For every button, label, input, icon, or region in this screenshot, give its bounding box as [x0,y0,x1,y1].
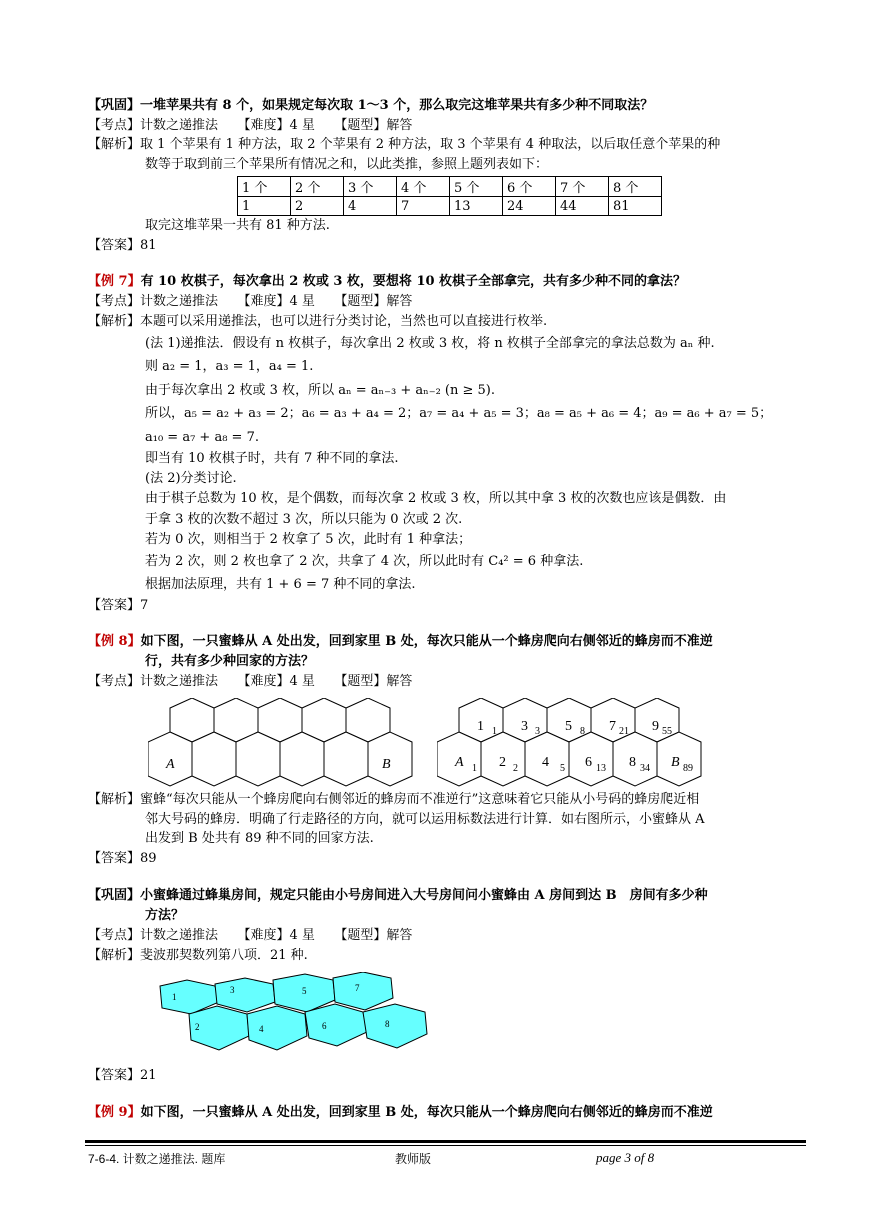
consolidate1-analysis-line3: 取完这堆苹果一共有 81 种方法. [145,218,330,233]
table-cell: 7 [397,197,450,216]
consolidate1-analysis-line2: 数等于取到前三个苹果所有情况之和，以此类推，参照上题列表如下： [145,157,549,172]
example8-question [88,632,713,651]
example8-analysis-line1: 【解析】蜜蜂“每次只能从一个蜂房爬向右侧邻近的蜂房而不准逆行”这意味着它只能从小号码的蜂房爬近相 [88,792,700,807]
example9-question [88,1103,713,1122]
hex-cell [215,978,275,1012]
example7-analysis-line8: (法 2)分类讨论. [145,471,237,486]
hex-cell [333,972,393,1010]
example7-answer: 【答案】7 [88,598,149,613]
cell-number: 1 [172,992,177,1002]
table-cell: 8 个 [609,177,662,197]
consolidate1-tag: 【巩固】 [88,98,141,113]
table-cell: 81 [609,197,662,216]
cell-label: A [455,755,464,770]
consolidate2-analysis: 【解析】斐波那契数列第八项．21 种. [88,948,308,963]
consolidate2-question-line2: 方法？ [145,908,185,923]
consolidate2-question-line1: 小蜜蜂通过蜂巢房间，规定只能由小号房间进入大号房间问小蜜蜂由 A 房间到达 B 房间有多少种 [140,888,708,903]
example8-analysis-line2: 邻大号码的蜂房．明确了行走路径的方向，就可以运用标数法进行计算．如右图所示，小蜜蜂从 A [145,812,705,827]
consolidate1-meta: 【考点】计数之递推法 【难度】4 星 【题型】解答 [88,118,413,133]
cell-label: 3 [521,719,528,734]
hex-cell [363,1004,427,1048]
cell-label: 2 [499,755,506,770]
table-cell: 24 [503,197,556,216]
footer-rule-thick [85,1140,806,1143]
cell-count: 55 [662,726,672,737]
example7-tag: 【例 7】 [88,274,141,289]
table-cell: 44 [556,197,609,216]
hex-cell [247,1006,307,1050]
consolidate2-tag: 【巩固】 [88,888,141,903]
cell-number: 6 [322,1021,327,1031]
table-cell: 5 个 [450,177,503,197]
cell-number: 2 [195,1022,200,1032]
consolidate2-answer: 【答案】21 [88,1068,157,1083]
example8-tag: 【例 8】 [88,634,141,649]
cell-label: 8 [629,755,636,770]
cell-number: 4 [259,1024,264,1034]
example8-answer: 【答案】89 [88,851,157,866]
example7-analysis-line2: (法 1)递推法．假设有 n 枚棋子，每次拿出 2 枚或 3 枚，将 n 枚棋子全部拿完的拿法总数为 aₙ 种. [145,336,715,351]
cell-label: 5 [565,719,572,734]
cell-count: 21 [619,726,629,737]
hex-cell [324,732,368,786]
example7-analysis-line12: 若为 2 次，则 2 枚也拿了 2 次，共拿了 4 次，所以此时有 C₄² = 6 种拿法. [145,554,584,569]
consolidate1-analysis-line1: 【解析】取 1 个苹果有 1 种方法，取 2 个苹果有 2 种方法，取 3 个苹果有 4 种取法，以后取任意个苹果的种 [88,137,721,152]
table-cell: 13 [450,197,503,216]
example8-analysis-line3: 出发到 B 处共有 89 种不同的回家方法. [145,831,374,846]
footer-page-number: page 3 of 8 [596,1150,655,1165]
consolidate2-meta: 【考点】计数之递推法 【难度】4 星 【题型】解答 [88,928,413,943]
hex-cell [305,1004,367,1046]
cell-label: 6 [585,755,592,770]
cell-label: B [671,755,680,770]
cell-number: 3 [230,985,235,995]
cell-count: 3 [535,726,540,737]
example7-question-text: 有 10 枚棋子，每次拿出 2 枚或 3 枚，要想将 10 枚棋子全部拿完，共有多少种不同的拿法？ [140,274,687,289]
cyan-honeycomb-diagram [157,972,432,1056]
cell-label: 4 [542,755,549,770]
consolidate1-question [88,96,653,115]
footer-center: 教师版 [395,1152,432,1166]
cell-label: 9 [652,719,659,734]
example9-question-text: 如下图，一只蜜蜂从 A 处出发，回到家里 B 处，每次只能从一个蜂房爬向右侧邻近的蜂房而不准逆 [140,1105,713,1120]
consolidate2-question [88,886,708,905]
table-cell: 1 个 [238,177,291,197]
cell-number: 8 [385,1019,390,1029]
table-cell: 3 个 [344,177,397,197]
table-cell: 4 个 [397,177,450,197]
table-cell: 2 [291,197,344,216]
cell-count: 1 [472,763,477,774]
example7-analysis-line6: a₁₀ = a₇ + a₈ = 7. [145,430,259,445]
cell-label: 7 [609,719,616,734]
table-value-row [238,197,662,216]
cell-count: 89 [683,763,693,774]
cell-count: 1 [492,726,497,737]
consolidate1-question-text: 一堆苹果共有 8 个，如果规定每次取 1～3 个，那么取完这堆苹果共有多少种不同取法？ [140,98,654,113]
honeycomb-diagram-right [437,698,707,790]
table-cell: 1 [238,197,291,216]
cell-count: 8 [580,726,585,737]
cell-count: 34 [640,763,650,774]
cell-label: 1 [477,719,484,734]
cell-count: 5 [560,763,565,774]
table-cell: 2 个 [291,177,344,197]
example8-question-line2: 行，共有多少种回家的方法？ [145,654,315,669]
hex-cell [192,732,236,786]
example8-meta: 【考点】计数之递推法 【难度】4 星 【题型】解答 [88,674,413,689]
example7-meta: 【考点】计数之递推法 【难度】4 星 【题型】解答 [88,294,413,309]
label-B: B [382,757,391,772]
hex-cell [280,732,324,786]
consolidate1-answer: 【答案】81 [88,238,157,253]
example7-analysis-line7: 即当有 10 枚棋子时，共有 7 种不同的拿法. [145,451,399,466]
example7-analysis-line9: 由于棋子总数为 10 枚，是个偶数，而每次拿 2 枚或 3 枚，所以其中拿 3 枚的次数也应该是偶数．由 [145,491,727,506]
table-header-row [238,177,662,197]
footer-left: 7-6-4. 计数之递推法. 题库 [88,1152,226,1166]
example7-analysis-line3: 则 a₂ = 1，a₃ = 1，a₄ = 1. [145,359,314,374]
table-cell: 4 [344,197,397,216]
example7-question [88,272,686,291]
label-A: A [166,757,175,772]
footer-rule-thin [85,1145,806,1146]
table-cell: 7 个 [556,177,609,197]
table-cell: 6 个 [503,177,556,197]
cell-number: 7 [355,983,360,993]
honeycomb-diagram-left [148,698,413,790]
hex-cell [236,732,280,786]
apple-count-table [237,176,662,216]
example7-analysis-line10: 于拿 3 枚的次数不超过 3 次，所以只能为 0 次或 2 次. [145,512,463,527]
example8-question-line1: 如下图，一只蜜蜂从 A 处出发，回到家里 B 处，每次只能从一个蜂房爬向右侧邻近的蜂房而不准逆 [140,634,713,649]
example7-analysis-line11: 若为 0 次，则相当于 2 枚拿了 5 次，此时有 1 种拿法； [145,532,472,547]
cell-number: 5 [302,986,307,996]
example7-analysis-line4: 由于每次拿出 2 枚或 3 枚，所以 aₙ = aₙ₋₃ + aₙ₋₂ (n ≥ 5). [145,383,495,398]
cell-count: 13 [596,763,606,774]
example7-analysis-line13: 根据加法原理，共有 1 + 6 = 7 种不同的拿法. [145,577,416,592]
example9-tag: 【例 9】 [88,1105,141,1120]
example7-analysis-line5: 所以，a₅ = a₂ + a₃ = 2；a₆ = a₃ + a₄ = 2；a₇ = a₄ + a₅ = 3；a₈ = a₅ + a₆ = 4；a₉ = a₆ + a₇ = 5； [145,406,773,421]
cell-count: 2 [513,763,518,774]
example7-analysis-line1: 【解析】本题可以采用递推法，也可以进行分类讨论，当然也可以直接进行枚举. [88,314,548,329]
